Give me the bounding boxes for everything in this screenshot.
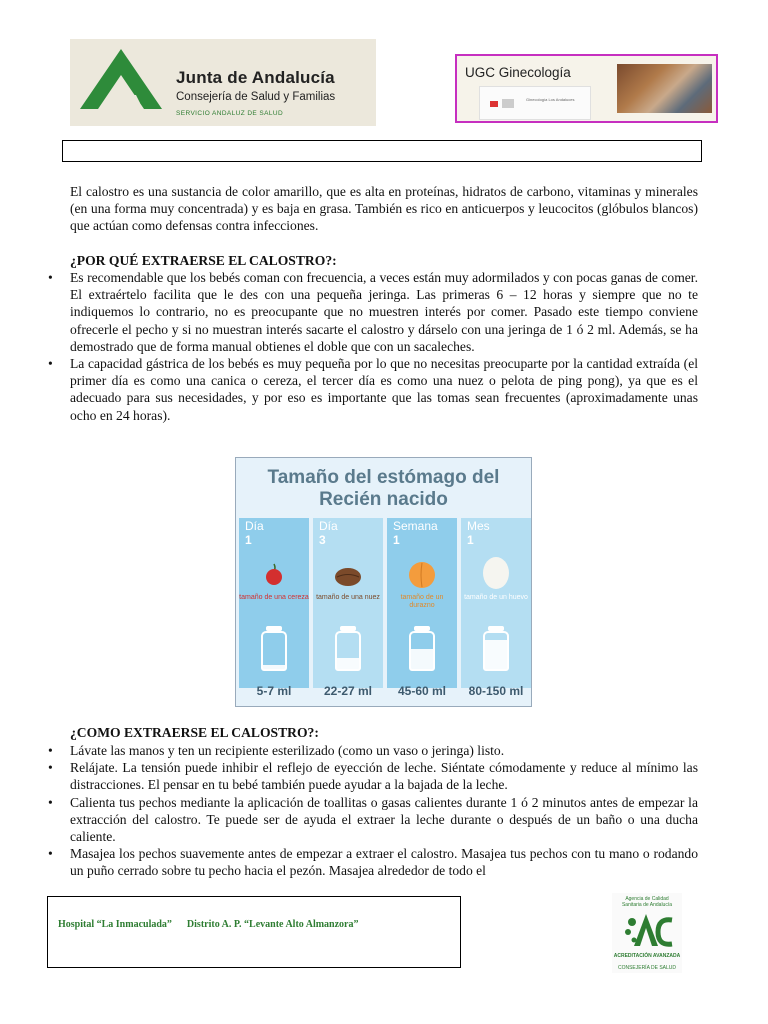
list-item-text: La capacidad gástrica de los bebés es muy pequeña por lo que no necesitas preocuparte por la cantidad extraída (el primer día es como una canica o cereza, el tercer día es como una nuez o pelota de ping pong), ya que es el adecuado para sus necesidades, y por eso es importante que las tomas sean frecuentes (aproximadamente unas ocho en 24 horas). (70, 356, 698, 423)
ugc-flag-icon (490, 101, 498, 107)
list-item (48, 742, 698, 759)
list-item-text: Masajea los pechos suavemente antes de empezar a extraer el calostro. Masajea tus pechos con tu mano o rodando un puño cerrado sobre tu pecho hacia el pezón. Masajea alrededor de todo el (70, 846, 698, 879)
infographic-title-line1: Tamaño del estómago del (267, 467, 500, 488)
infographic-column-day1 (239, 518, 309, 688)
column-label: Semana (393, 519, 438, 533)
section-how-list (48, 742, 698, 880)
bottle-icon (483, 631, 509, 671)
list-item-text: Calienta tus pechos mediante la aplicación de toallitas o gasas calientes durante 1 ó 2 minutos antes de empezar la extracción del calostro. Te puede ser de ayuda el extraer la leche durante o después de un baño o una ducha caliente. (70, 794, 698, 845)
list-item-text: Relájate. La tensión puede inhibir el reflejo de eyección de leche. Siéntate cómodamente y reduce al mínimo las distracciones. El pensar en tu bebé también puede ayudar a la bajada de la leche. (70, 760, 698, 793)
column-number: 1 (245, 533, 252, 547)
walnut-icon (333, 566, 363, 588)
acsa-line2: Sanitaria de Andalucía (621, 902, 673, 908)
list-item-text: Lávate las manos y ten un recipiente esterilizado (como un vaso o jeringa) listo. (70, 743, 505, 758)
acsa-line3: ACREDITACIÓN AVANZADA (613, 953, 681, 959)
volume-label: 5-7 ml (256, 684, 292, 698)
list-item (48, 794, 698, 846)
footer-box (47, 896, 461, 968)
ugc-photo (617, 64, 712, 113)
junta-de-andalucia-logo (70, 39, 376, 126)
bottle-icon (261, 631, 287, 671)
footer-text (58, 919, 358, 930)
infographic-column-week1 (387, 518, 457, 688)
title-box (62, 140, 702, 162)
ugc-mini-text: Ginecología Los Andaluces (526, 97, 575, 102)
column-description: tamaño de un durazno (400, 594, 444, 609)
list-item (48, 355, 698, 424)
section-why-list (48, 269, 698, 424)
section-how-heading: ¿COMO EXTRAERSE EL CALOSTRO?: (70, 725, 319, 740)
column-label: Mes (467, 519, 490, 533)
ugc-mark-icon (502, 99, 514, 108)
bullet-icon: • (48, 270, 53, 285)
column-number: 1 (393, 533, 400, 547)
volume-label: 80-150 ml (468, 684, 524, 698)
bullet-icon: • (48, 760, 53, 776)
list-item (48, 269, 698, 355)
list-item (48, 845, 698, 879)
section-why-heading: ¿POR QUÉ EXTRAERSE EL CALOSTRO?: (70, 253, 337, 268)
junta-emblem-icon (78, 47, 164, 111)
acsa-line4: CONSEJERÍA DE SALUD (617, 965, 677, 971)
ugc-mini-logo (479, 86, 591, 120)
junta-service: SERVICIO ANDALUZ DE SALUD (176, 110, 284, 117)
bottle-icon (409, 631, 435, 671)
ugc-ginecologia-logo (455, 54, 718, 123)
volume-label: 22-27 ml (323, 684, 373, 698)
peach-icon (406, 558, 438, 590)
column-number: 1 (467, 533, 474, 547)
acsa-line1: Agencia de Calidad (625, 896, 669, 902)
footer-hospital: Hospital “La Inmaculada” (58, 919, 172, 930)
bullet-icon: • (48, 743, 53, 758)
list-item (48, 759, 698, 793)
egg-icon (481, 554, 511, 590)
column-number: 3 (319, 533, 326, 547)
footer-district: Distrito A. P. “Levante Alto Almanzora” (186, 919, 359, 930)
junta-name: Junta de Andalucía (176, 68, 335, 87)
infographic-title-line2: Recién nacido (319, 489, 448, 510)
column-description: tamaño de una nuez (316, 594, 380, 601)
cherry-icon (263, 562, 285, 586)
infographic-column-day3 (313, 518, 383, 688)
bullet-icon: • (48, 356, 53, 372)
bottle-icon (335, 631, 361, 671)
bullet-icon: • (48, 846, 53, 862)
column-label: Día (245, 519, 264, 533)
column-description: tamaño de un huevo (464, 594, 528, 601)
intro-paragraph: El calostro es una sustancia de color amarillo, que es alta en proteínas, hidratos de carbono, vitaminas y minerales (en una forma muy concentrada) y es baja en grasa. También es rico en anticuerpos y leucocitos (glóbulos blancos) que actúan como defensas contra infecciones. (70, 184, 698, 234)
column-description: tamaño de una cereza (239, 594, 309, 601)
volume-label: 45-60 ml (397, 684, 447, 698)
infographic-column-month1 (461, 518, 531, 688)
ugc-title: UGC Ginecología (465, 65, 571, 80)
junta-subtitle: Consejería de Salud y Familias (176, 91, 336, 103)
acsa-accreditation-logo (612, 893, 682, 973)
column-label: Día (319, 519, 338, 533)
stomach-size-infographic (235, 457, 532, 707)
acsa-emblem-icon (622, 910, 674, 950)
list-item-text: Es recomendable que los bebés coman con frecuencia, a veces están muy adormilados y con pocas ganas de comer. El extraértelo facilita que le des con una pequeña jeringa. Las primeras 6 – 12 horas y siempre que no te indiquemos lo contrario, no es preocupante que no muestren interés por comer. Pasado este tiempo conviene ofrecerle el pecho y si no muestran interés sacarte el calostro y dárselo con una jeringa de 1 ó 2 ml. Además, se ha demostrado que de forma manual obtienes el doble que con un sacaleches. (70, 270, 698, 354)
bullet-icon: • (48, 794, 53, 810)
